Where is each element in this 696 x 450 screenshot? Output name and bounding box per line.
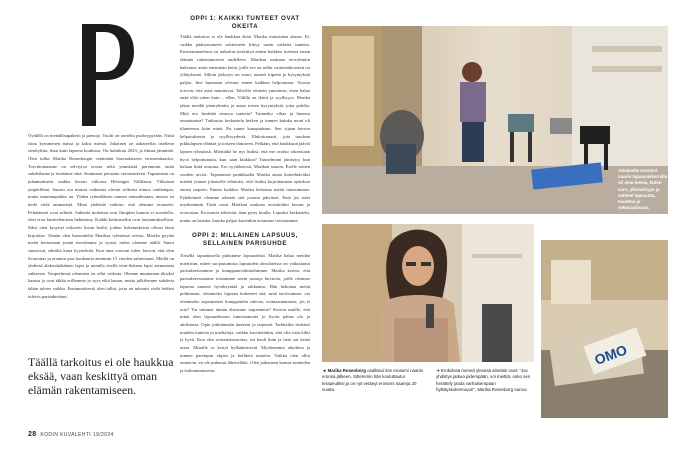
caption-arrow-right-icon: ➔ bbox=[436, 368, 440, 373]
marika-portrait-photo bbox=[322, 224, 534, 362]
caption-marika bbox=[322, 368, 426, 394]
section-heading-1: OPPI 1: KAIKKI TUNTEET OVAT OKEITA bbox=[190, 15, 300, 30]
column-3-body: Toisella tapaamisella puhumme lapsuudesta. Marika halua meidän miettivän, miten suojautumista lapsuuden olosuhteista on vaikuttanut parisuhteissamme ja kumppanivalintoihimme. Marika kertoo, että parisuhteessamme toistamme usein samoja kuvioita, joille olemme lapsena saaneet hyväksyntää ja rakkautta. Hän kehottaa meitä pohtimaan, olemmeko lapsena kokeneet sitä, mitä tarvitsimme, vai olemmeko sopeutuneet kumppanilta vahvaa, voimaannuttavia, jos ei oiio? Tai saimme tämän ehtomme tarpeemme? Kerron muille, että minä olen lapsuudessani tunnistamutta jo hyvin pahaa olo ja ahdistusta. Opin pitkitämään tunteeni ja tarpeeni. Tarkkailin herkästi muiden tunteita ja mielialoja, vaikka kuvittelinkin, että olin vain kiltti ja hyvä. Kun olin seitsemänvuotias, isä kuoli kuin ja tieto sai tietää asiaa. Minulle se kertoi hylkäämisestä. Myöhemmin ohjelmia ja tunnen parempin ohjata ja hellitetä tunteita. Vaikka olen ollut onnetoin, en ole puhunut läheisilläni. Olen jatkaneen kanssa tunteiden ja kohtautumisesta. bbox=[180, 253, 310, 373]
seminar-room-photo bbox=[322, 26, 668, 214]
pull-quote: Täällä tarkoitus ei ole haukkua eksää, vaan keskittyä oman elämän rakentamiseen. bbox=[28, 355, 174, 397]
caption-top-right: Jokaisella erosemi naarin tapaamiskerralla oli oma teema, kuten suru, yksinäisyys ja suhteet lapsuutta, muuttoa ja seksuaalisuus. bbox=[618, 168, 668, 211]
column-2-body: Täällä tarkoitus ei ole haukkua ekää. Marika muistuttaa alussa. Et, vaikka päättymoneen suhteeseen liittyy usein vaikeita tunteita. Ensisemmaelmsa on tarkoitus keskittyä ennen kaikkea itseensä oman elämän rakentamiseen uudelleen. Marikan mukaan erovyhmiin hakeutua usein enemmän heitä, joille ero on tullut vastentahtoisesti tai yllätyksenä. Silloin järkytys on suuri, tunteet kipeitä ja kysymyksiä paljon. Ime huomaan olevani ennen kaikkea helpottunut. Vuosia toivoin, että asiat muuttuvat. Tahvilla viimein ymmärrin, etten halua enää elää sitten kuin – ellen. Välillä on ikävä ja syyllisyys. Marika jakaa meidät pienryhmiin ja antaa toisen kysymyksiä, joita pohdia. Mitä ero herättää sinussa tunteita? Tunnetko vihaa ja huonoa omaatuntoa? Tarkastaa keskustelu hetken ja tunnen kuinka moni oli tilanteessa kuin minä. En tunne kumpaakaan. Sen sijaan kerron helpotuksesta ja syyllisyydestä. Ehdottomasti, jota tuodaan pikkulapsen elämää ja toiseen ihmiseen. Pelkään, että haukkuun jäävät lapsen ryhmässä. Mietitäkö he nyt lisäksi, että me ovatko oikeastaan hyvä helpottunutta, kun saan kiukkua? Tunnelmani jämistyy, kun haluan lisää avautua. Ero syytöksessä, Marikan sanoin. Erolle toinen vuoden arvioi. Tapaamiset painkkaalla Marika antaa kotitehtäväksi mietää ytimen jokaiselle tehtäväsi, että lisäksi kirjoittamaan ajatuksia ennen tarpeen. Ennen kaikkea Marika kehottaa meitä tutustumaan. Pykäköneet olemme tehneet sitä jossain päivässä. Entä jos tulet myöhemmin Tästä nosti Marikan mukaan erorittoihin kerran ja erotoistua. En muista tehtävää, ääni pysty kuulla. Lopuksi keskustelu, mutta on hauska, kuinka paljon kuitenkin eroamme toisistamme. bbox=[180, 34, 310, 223]
page-number: 28 bbox=[28, 431, 37, 438]
caption-boxes-text: Eroköissä meneä ylesesä aineläin ovat: "Jos yhdistys jatkua pidempään, voi miettiä, onko sen herättely jatula varhaisempaan hylkäyskokemuuun", Marika Rosenborg sanoo. bbox=[436, 368, 531, 393]
caption-arrow-icon: ◄ bbox=[322, 368, 327, 373]
page-footer bbox=[28, 431, 114, 438]
caption-boxes bbox=[436, 368, 536, 394]
drop-cap bbox=[78, 22, 136, 130]
section-heading-2: OPPI 2: MILLAINEN LAPSUUS, SELLAINEN PARISUHDE bbox=[191, 232, 298, 247]
issue-number: 19/2024 bbox=[92, 432, 114, 438]
caption-marika-name: Marika Rosenborg bbox=[327, 368, 366, 373]
column-1-body: ÖydälIä on menällisupakerti ja pienoja. Tuolit on aseteltu puolirypyrään. Nitsä istuu kymmenen naista ja kaksi miestä. Jokainen on aakarreffat itsellenn sienkyltiin, ihan kuin lapsena koulussa. On huhtikuu 2023, ja iltmaa jännittää. Olen tullut Marika Rosenborgin vetämään Saornalaiseen erossemitaariin. Torvittomaanne on selviytyä erosta sekä ymmärtää paremmin omiä suhdetlanne ja itseäänne siitä. Seminaari perustuu vertaistukeen. Tapaamisia on juhannukseen saakka kerran viikossa Helsingin Vallilassa. Vilkaisen ympärilleni. Suurin osa muista vaikuttaa olevan selkeäsi minua vanhempia, mutta muutempiakin on. Yhden ryhmäläisen tunnen entuudestaan, muista en tiedä vielä ammattejä. Minä yhdistää vaiköse, että olemme eronneet. Pelnäännöi ovat selkeät. Suhteita molemat ovat Ilmiplen kunnia ei suositella, ettei eron käsittelemisen hähtimmy. Kaikki keskustellut ovat luottamuksellisia. Siksi olen kysynyt erikseen luvan heiltä, joiden kokemuksista olivan tässä kirjoittaa. Tämän olen haastattelut Marikaa ryhmässä ovesta. Marika pyytää meitä kertomaan jotain itsestämme ja syistä, miksi olemme täällä. Sanot suurtuvat, silmiltä kuua kyyneleitä. Kun oma vuoroni tulee, kerron, että olen ilvuuotias ja eronnut pari kuukautta aiemmin 15 vuoden suhteestani. Meillä on yhdessä alakouluikäinen lapsi ja minulla itsellä teini-ikäinen lapsi aiemmasta suhteesta. Tunperhessä olemmen on ollut vaikeaa. Ohenne muutaman tiksiksi kanssa ja ovat täkka erillemme jo syys eikä kauan, mutta julkilennne suhdetta tähän talven vaikka. Ensimmäisestä olen tullut, jotta en tuhoaisi vielä heltäni tulevia parisuhteitani. bbox=[28, 133, 174, 299]
magazine-name: KODIN KUVALEHTI bbox=[40, 432, 92, 438]
svg-text:OMO: OMO bbox=[592, 341, 630, 368]
boxes-photo bbox=[541, 240, 668, 418]
caption-marika-text: osallistui itse erosemi naariin eronsa jälkeen. Sittemmin hän kouluttautui terapeutiksi ja on nyt vetänyt erosemi naareja 20 vuotta. bbox=[322, 368, 424, 393]
